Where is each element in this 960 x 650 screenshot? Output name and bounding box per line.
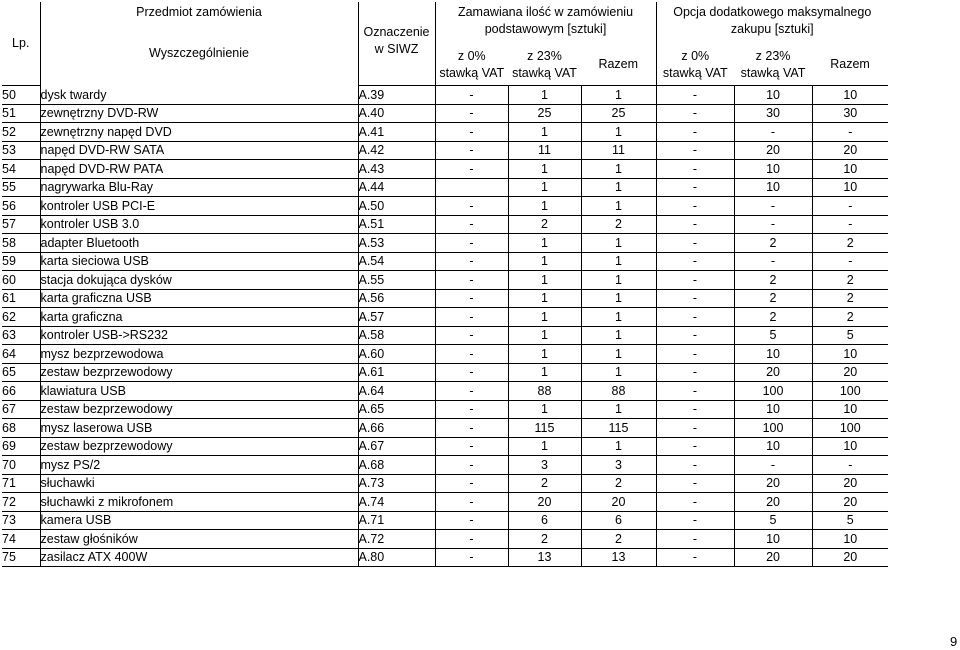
table-row	[2, 141, 888, 160]
row-name: napęd DVD-RW PATA	[40, 160, 358, 179]
row-lp: 66	[2, 382, 40, 401]
row-ordered-total: 1	[581, 252, 656, 271]
row-ordered-total: 1	[581, 86, 656, 105]
row-code: A.64	[358, 382, 435, 401]
table-row	[2, 234, 888, 253]
row-option-vat0: -	[656, 215, 734, 234]
row-lp: 65	[2, 363, 40, 382]
row-option-vat0: -	[656, 548, 734, 567]
row-code: A.41	[358, 123, 435, 142]
row-option-total: 20	[812, 493, 888, 512]
row-name: zestaw bezprzewodowy	[40, 437, 358, 456]
row-ordered-total: 1	[581, 363, 656, 382]
row-option-vat23: 20	[734, 474, 812, 493]
row-lp: 68	[2, 419, 40, 438]
row-ordered-total: 20	[581, 493, 656, 512]
row-option-vat0: -	[656, 400, 734, 419]
row-option-total: 20	[812, 548, 888, 567]
row-option-vat23: 2	[734, 308, 812, 327]
header-ordered-vat0-line2: stawką VAT	[439, 65, 505, 80]
row-code: A.71	[358, 511, 435, 530]
row-name: zestaw głośników	[40, 530, 358, 549]
row-ordered-total: 1	[581, 345, 656, 364]
row-code: A.43	[358, 160, 435, 179]
table-row	[2, 252, 888, 271]
row-option-total: 5	[812, 511, 888, 530]
row-code: A.73	[358, 474, 435, 493]
row-name: zestaw bezprzewodowy	[40, 363, 358, 382]
row-ordered-vat0: -	[435, 252, 508, 271]
row-option-vat0: -	[656, 326, 734, 345]
row-option-vat0: -	[656, 474, 734, 493]
row-ordered-vat23: 1	[508, 271, 581, 290]
row-ordered-vat0: -	[435, 86, 508, 105]
row-code: A.51	[358, 215, 435, 234]
row-option-total: 30	[812, 104, 888, 123]
row-code: A.68	[358, 456, 435, 475]
row-lp: 57	[2, 215, 40, 234]
row-name: klawiatura USB	[40, 382, 358, 401]
row-ordered-total: 1	[581, 160, 656, 179]
row-option-total: 10	[812, 178, 888, 197]
header-code	[358, 2, 435, 86]
row-ordered-vat23: 1	[508, 178, 581, 197]
row-name: kontroler USB 3.0	[40, 215, 358, 234]
header-ordered-line2: podstawowym [sztuki]	[484, 22, 607, 36]
header-description: Wyszczególnienie	[149, 46, 249, 60]
row-ordered-vat23: 1	[508, 123, 581, 142]
row-code: A.58	[358, 326, 435, 345]
row-option-vat0: -	[656, 511, 734, 530]
row-name: kamera USB	[40, 511, 358, 530]
row-option-total: 10	[812, 400, 888, 419]
row-lp: 75	[2, 548, 40, 567]
row-code: A.60	[358, 345, 435, 364]
row-option-total: 20	[812, 363, 888, 382]
row-ordered-total: 1	[581, 437, 656, 456]
row-option-total: 2	[812, 289, 888, 308]
row-ordered-vat0: -	[435, 271, 508, 290]
row-ordered-vat0: -	[435, 141, 508, 160]
row-ordered-vat23: 13	[508, 548, 581, 567]
row-code: A.40	[358, 104, 435, 123]
row-name: dysk twardy	[40, 86, 358, 105]
row-lp: 54	[2, 160, 40, 179]
row-option-vat0: -	[656, 493, 734, 512]
row-ordered-vat23: 25	[508, 104, 581, 123]
row-ordered-total: 6	[581, 511, 656, 530]
row-ordered-vat23: 2	[508, 215, 581, 234]
row-ordered-total: 1	[581, 326, 656, 345]
row-option-vat0: -	[656, 437, 734, 456]
row-option-vat23: 10	[734, 437, 812, 456]
row-option-vat23: 20	[734, 363, 812, 382]
table-row	[2, 215, 888, 234]
row-option-vat0: -	[656, 271, 734, 290]
row-ordered-total: 1	[581, 271, 656, 290]
row-option-vat23: 10	[734, 160, 812, 179]
row-ordered-vat0: -	[435, 530, 508, 549]
row-option-total: 10	[812, 437, 888, 456]
table-row	[2, 419, 888, 438]
row-ordered-vat0: -	[435, 104, 508, 123]
row-ordered-vat0: -	[435, 474, 508, 493]
header-ordered-total: Razem	[581, 44, 656, 86]
header-option-vat23-line2: stawką VAT	[740, 65, 806, 80]
row-ordered-vat23: 1	[508, 252, 581, 271]
row-ordered-vat23: 2	[508, 474, 581, 493]
row-option-vat23: 10	[734, 530, 812, 549]
table-row	[2, 493, 888, 512]
row-option-total: 5	[812, 326, 888, 345]
row-ordered-total: 1	[581, 178, 656, 197]
row-lp: 53	[2, 141, 40, 160]
row-option-total: 10	[812, 530, 888, 549]
row-ordered-vat0: -	[435, 437, 508, 456]
row-option-vat0: -	[656, 197, 734, 216]
row-lp: 55	[2, 178, 40, 197]
row-ordered-total: 1	[581, 289, 656, 308]
page-number: 9	[950, 634, 958, 649]
row-name: zewnętrzny DVD-RW	[40, 104, 358, 123]
row-option-vat23: -	[734, 252, 812, 271]
row-option-vat23: 10	[734, 178, 812, 197]
row-code: A.53	[358, 234, 435, 253]
order-table	[2, 2, 888, 567]
row-ordered-vat23: 20	[508, 493, 581, 512]
row-ordered-total: 2	[581, 474, 656, 493]
row-name: zewnętrzny napęd DVD	[40, 123, 358, 142]
row-option-total: 10	[812, 345, 888, 364]
table-row	[2, 104, 888, 123]
row-option-vat23: 10	[734, 345, 812, 364]
table-row	[2, 123, 888, 142]
row-lp: 73	[2, 511, 40, 530]
header-option-vat23	[734, 44, 812, 86]
table-row	[2, 437, 888, 456]
row-ordered-vat0: -	[435, 197, 508, 216]
row-option-vat23: 20	[734, 548, 812, 567]
header-code-line2: w SIWZ	[374, 42, 419, 56]
row-ordered-vat0: -	[435, 215, 508, 234]
table-row	[2, 400, 888, 419]
row-option-vat0: -	[656, 141, 734, 160]
row-option-total: 2	[812, 234, 888, 253]
row-option-vat23: 2	[734, 234, 812, 253]
row-code: A.39	[358, 86, 435, 105]
header-option-line1: Opcja dodatkowego maksymalnego	[673, 5, 872, 19]
row-option-total: 10	[812, 86, 888, 105]
row-code: A.57	[358, 308, 435, 327]
row-ordered-total: 3	[581, 456, 656, 475]
table-row	[2, 511, 888, 530]
row-name: karta graficzna USB	[40, 289, 358, 308]
row-lp: 61	[2, 289, 40, 308]
row-ordered-total: 1	[581, 123, 656, 142]
row-ordered-total: 115	[581, 419, 656, 438]
row-name: karta sieciowa USB	[40, 252, 358, 271]
row-code: A.66	[358, 419, 435, 438]
row-ordered-vat0: -	[435, 382, 508, 401]
row-ordered-vat0: -	[435, 456, 508, 475]
row-ordered-vat0: -	[435, 493, 508, 512]
row-option-vat0: -	[656, 456, 734, 475]
row-name: nagrywarka Blu-Ray	[40, 178, 358, 197]
row-option-vat0: -	[656, 234, 734, 253]
row-lp: 64	[2, 345, 40, 364]
row-option-vat0: -	[656, 252, 734, 271]
table-row	[2, 289, 888, 308]
row-option-total: 10	[812, 160, 888, 179]
row-option-total: -	[812, 123, 888, 142]
row-option-vat23: 100	[734, 382, 812, 401]
row-ordered-total: 1	[581, 400, 656, 419]
row-option-vat0: -	[656, 308, 734, 327]
row-code: A.42	[358, 141, 435, 160]
row-ordered-vat0: -	[435, 345, 508, 364]
row-ordered-vat23: 88	[508, 382, 581, 401]
row-ordered-vat23: 1	[508, 197, 581, 216]
row-option-vat0: -	[656, 419, 734, 438]
row-option-vat0: -	[656, 123, 734, 142]
header-option-total: Razem	[812, 44, 888, 86]
row-code: A.54	[358, 252, 435, 271]
table-row	[2, 474, 888, 493]
row-ordered-vat0: -	[435, 419, 508, 438]
row-ordered-total: 1	[581, 197, 656, 216]
row-ordered-vat23: 1	[508, 289, 581, 308]
row-lp: 63	[2, 326, 40, 345]
row-name: mysz PS/2	[40, 456, 358, 475]
row-ordered-vat23: 1	[508, 345, 581, 364]
header-ordered-vat23	[508, 44, 581, 86]
table-row	[2, 271, 888, 290]
row-ordered-total: 2	[581, 215, 656, 234]
row-name: adapter Bluetooth	[40, 234, 358, 253]
row-ordered-vat0: -	[435, 326, 508, 345]
header-ordered-line1: Zamawiana ilość w zamówieniu	[457, 5, 634, 19]
row-name: mysz laserowa USB	[40, 419, 358, 438]
row-code: A.74	[358, 493, 435, 512]
row-ordered-vat23: 6	[508, 511, 581, 530]
row-lp: 60	[2, 271, 40, 290]
row-name: stacja dokująca dysków	[40, 271, 358, 290]
row-option-total: 2	[812, 271, 888, 290]
table-row	[2, 530, 888, 549]
row-name: zestaw bezprzewodowy	[40, 400, 358, 419]
row-option-vat23: 100	[734, 419, 812, 438]
row-lp: 51	[2, 104, 40, 123]
table-row	[2, 197, 888, 216]
row-ordered-vat0: -	[435, 363, 508, 382]
row-ordered-total: 1	[581, 308, 656, 327]
row-option-total: -	[812, 252, 888, 271]
row-lp: 50	[2, 86, 40, 105]
row-ordered-vat0: -	[435, 308, 508, 327]
row-name: zasilacz ATX 400W	[40, 548, 358, 567]
header-option-group	[656, 2, 888, 44]
row-lp: 56	[2, 197, 40, 216]
row-ordered-vat0: -	[435, 123, 508, 142]
header-option-vat23-line1: z 23%	[755, 48, 791, 63]
row-name: napęd DVD-RW SATA	[40, 141, 358, 160]
row-option-vat0: -	[656, 86, 734, 105]
header-lp: Lp.	[2, 2, 40, 86]
row-option-vat0: -	[656, 345, 734, 364]
header-code-line1: Oznaczenie	[363, 25, 430, 39]
row-lp: 59	[2, 252, 40, 271]
table-row	[2, 382, 888, 401]
row-code: A.55	[358, 271, 435, 290]
table-row	[2, 86, 888, 105]
row-name: kontroler USB PCI-E	[40, 197, 358, 216]
table-header	[2, 2, 888, 86]
row-option-vat23: 2	[734, 289, 812, 308]
row-code: A.50	[358, 197, 435, 216]
row-option-total: 100	[812, 382, 888, 401]
row-option-vat23: 10	[734, 400, 812, 419]
row-ordered-total: 13	[581, 548, 656, 567]
row-option-vat0: -	[656, 104, 734, 123]
row-code: A.56	[358, 289, 435, 308]
row-option-vat23: 5	[734, 511, 812, 530]
row-lp: 62	[2, 308, 40, 327]
row-ordered-vat0: -	[435, 400, 508, 419]
table-row	[2, 160, 888, 179]
row-option-total: 2	[812, 308, 888, 327]
row-option-total: 20	[812, 141, 888, 160]
row-option-vat23: 2	[734, 271, 812, 290]
row-lp: 70	[2, 456, 40, 475]
row-code: A.65	[358, 400, 435, 419]
header-option-line2: zakupu [sztuki]	[730, 22, 814, 36]
table-row	[2, 363, 888, 382]
row-option-vat0: -	[656, 178, 734, 197]
row-lp: 67	[2, 400, 40, 419]
row-name: kontroler USB->RS232	[40, 326, 358, 345]
header-ordered-vat23-line1: z 23%	[527, 48, 562, 63]
row-code: A.72	[358, 530, 435, 549]
row-ordered-vat23: 1	[508, 400, 581, 419]
row-ordered-vat0: -	[435, 511, 508, 530]
row-ordered-vat23: 1	[508, 234, 581, 253]
row-ordered-total: 1	[581, 234, 656, 253]
row-ordered-vat23: 1	[508, 326, 581, 345]
row-lp: 74	[2, 530, 40, 549]
row-ordered-total: 88	[581, 382, 656, 401]
row-ordered-vat23: 115	[508, 419, 581, 438]
header-option-vat0-line1: z 0%	[681, 48, 710, 63]
row-lp: 71	[2, 474, 40, 493]
row-option-vat23: 20	[734, 141, 812, 160]
row-option-vat23: 5	[734, 326, 812, 345]
row-option-vat0: -	[656, 382, 734, 401]
row-name: karta graficzna	[40, 308, 358, 327]
row-option-total: 20	[812, 474, 888, 493]
row-ordered-vat23: 1	[508, 308, 581, 327]
header-option-vat0-line2: stawką VAT	[662, 65, 728, 80]
table-row	[2, 178, 888, 197]
row-lp: 52	[2, 123, 40, 142]
header-ordered-vat0-line1: z 0%	[457, 48, 486, 63]
row-option-vat0: -	[656, 160, 734, 179]
row-ordered-vat23: 1	[508, 363, 581, 382]
row-option-vat23: 30	[734, 104, 812, 123]
row-ordered-vat0	[435, 178, 508, 197]
row-ordered-vat23: 2	[508, 530, 581, 549]
row-option-total: -	[812, 197, 888, 216]
row-option-total: 100	[812, 419, 888, 438]
table-row	[2, 548, 888, 567]
row-name: słuchawki	[40, 474, 358, 493]
row-ordered-vat23: 1	[508, 437, 581, 456]
row-lp: 58	[2, 234, 40, 253]
row-option-total: -	[812, 456, 888, 475]
header-ordered-group	[435, 2, 656, 44]
row-code: A.80	[358, 548, 435, 567]
row-ordered-vat0: -	[435, 234, 508, 253]
header-ordered-vat0	[435, 44, 508, 86]
row-ordered-vat0: -	[435, 548, 508, 567]
row-option-vat23: -	[734, 456, 812, 475]
row-option-vat23: 20	[734, 493, 812, 512]
table-row	[2, 308, 888, 327]
row-ordered-vat23: 1	[508, 160, 581, 179]
row-option-vat0: -	[656, 289, 734, 308]
row-option-vat23: 10	[734, 86, 812, 105]
row-ordered-vat23: 3	[508, 456, 581, 475]
row-name: mysz bezprzewodowa	[40, 345, 358, 364]
table-row	[2, 326, 888, 345]
row-option-vat0: -	[656, 363, 734, 382]
row-code: A.44	[358, 178, 435, 197]
header-subject-title: Przedmiot zamówienia	[136, 5, 262, 19]
row-ordered-vat23: 1	[508, 86, 581, 105]
row-ordered-total: 2	[581, 530, 656, 549]
row-option-vat0: -	[656, 530, 734, 549]
row-code: A.61	[358, 363, 435, 382]
table-row	[2, 345, 888, 364]
row-ordered-vat23: 11	[508, 141, 581, 160]
row-name: słuchawki z mikrofonem	[40, 493, 358, 512]
table-row	[2, 456, 888, 475]
row-ordered-total: 25	[581, 104, 656, 123]
row-lp: 69	[2, 437, 40, 456]
header-option-vat0	[656, 44, 734, 86]
row-option-total: -	[812, 215, 888, 234]
row-ordered-total: 11	[581, 141, 656, 160]
table-body	[2, 86, 888, 567]
header-subject	[40, 2, 358, 86]
row-lp: 72	[2, 493, 40, 512]
row-ordered-vat0: -	[435, 160, 508, 179]
row-option-vat23: -	[734, 197, 812, 216]
row-ordered-vat0: -	[435, 289, 508, 308]
header-ordered-vat23-line2: stawką VAT	[512, 65, 577, 80]
row-option-vat23: -	[734, 123, 812, 142]
row-code: A.67	[358, 437, 435, 456]
row-option-vat23: -	[734, 215, 812, 234]
